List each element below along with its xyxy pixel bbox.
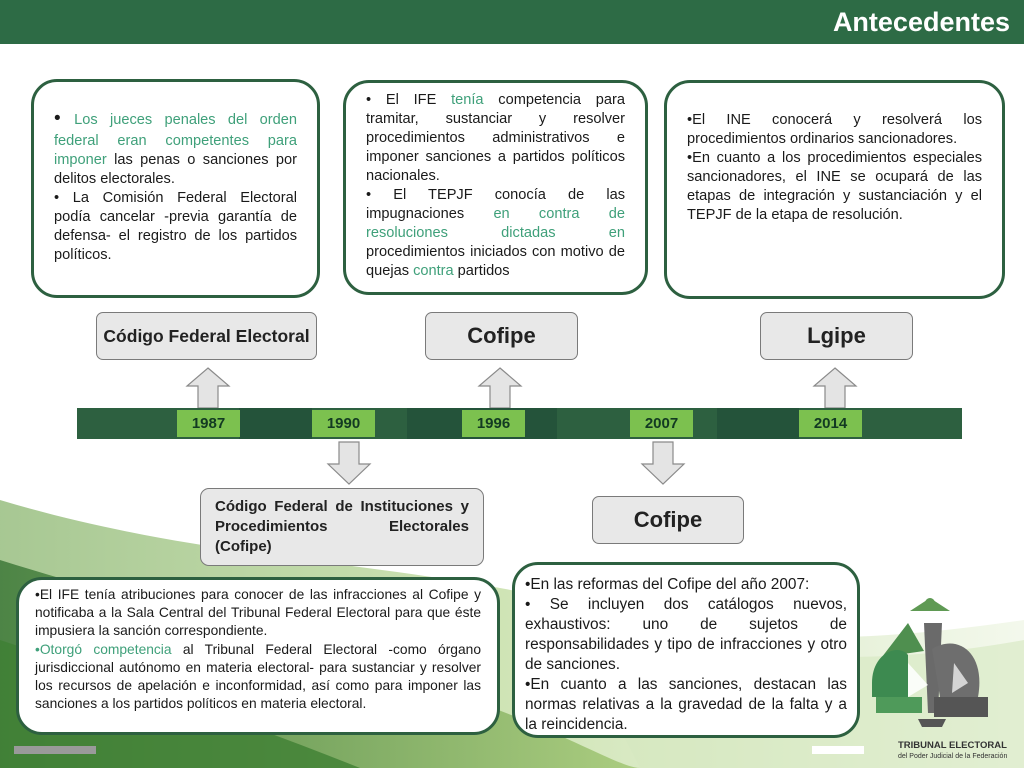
reform-paragraph-1: •En las reformas del Cofipe del año 2007: <box>525 576 810 593</box>
logo-title: TRIBUNAL ELECTORAL <box>898 740 1007 751</box>
arrow-down-2007-icon <box>640 440 686 486</box>
footer-bar-left <box>14 746 96 754</box>
ife-text: • El TEPJF conocía de las impugnaciones <box>366 186 625 222</box>
law-label: Cofipe <box>633 507 703 532</box>
year-badge-1987: 1987 <box>177 410 240 437</box>
ife-highlight: tenía <box>451 92 484 108</box>
penal-text: las penas o sanciones por delitos electorales. <box>54 151 297 187</box>
bubble-reform-2007 <box>512 562 860 738</box>
law-label: Cofipe <box>467 323 536 348</box>
arrow-down-1990-icon <box>326 440 372 486</box>
law-label: Código Federal Electoral <box>103 325 310 346</box>
ife-text: procedimientos iniciados con motivo de quejas <box>366 243 625 279</box>
penal-highlight: Los jueces penales del orden federal eran competentes para imponer <box>54 112 297 168</box>
ife1990-paragraph-2 <box>35 641 481 714</box>
law-box-cofipe-1996 <box>425 312 578 360</box>
reform-paragraph-2: • Se incluyen dos catálogos nuevos, exhaustivos: uno de sujetos de responsabilidades y tipo de infracciones y otro de sanciones. <box>525 596 847 674</box>
law-label: Lgipe <box>807 323 866 348</box>
bubble-penal-judges <box>31 79 320 298</box>
year-badge-1990: 1990 <box>312 410 375 437</box>
bubble-ife-1990 <box>16 577 500 735</box>
timeline-segment <box>239 408 312 439</box>
ife1990-paragraph-1: •El IFE tenía atribuciones para conocer de las infracciones al Cofipe y notificaba a la Sala Central del Tribunal Federal Electoral para que éste impusiera la sanción correspondiente. <box>35 587 481 639</box>
law-box-codigo-federal-electoral <box>96 312 317 360</box>
year-badge-2007: 2007 <box>630 410 693 437</box>
ife-highlight: contra <box>413 262 454 279</box>
reform-paragraph-3: •En cuanto a las sanciones, destacan las normas relativas a la gravedad de la falta y a la reincidencia. <box>525 676 847 734</box>
bubble-ine-procedures <box>664 80 1005 299</box>
timeline-segment <box>717 408 799 439</box>
arrow-up-1996-icon <box>477 366 523 410</box>
law-label: Código Federal de Instituciones y Procedimientos Electorales (Cofipe) <box>215 498 469 555</box>
ine-paragraph-1: •El INE conocerá y resolverá los procedimientos ordinarios sancionadores. <box>687 112 982 147</box>
arrow-up-1987-icon <box>185 366 231 410</box>
header-bar <box>0 0 1024 44</box>
year-badge-1996: 1996 <box>462 410 525 437</box>
law-box-lgipe <box>760 312 913 360</box>
penal-paragraph-2: • La Comisión Federal Electoral podía cancelar -previa garantía de defensa- el registro de los partidos políticos. <box>54 189 297 263</box>
penal-paragraph-1 <box>54 107 297 189</box>
bubble-ife-competence <box>343 80 648 295</box>
bullet: • <box>54 108 75 129</box>
year-badge-2014: 2014 <box>799 410 862 437</box>
ife-paragraph-2 <box>366 186 625 281</box>
ife1990-text: al Tribunal Federal Electoral -como órgano jurisdiccional autónomo en materia electoral- para sustanciar y resolver los recursos de apelación e inconformidad, así como para imponer las sanciones a los partidos políticos en materia electoral. <box>35 641 482 712</box>
ife-highlight: en contra de resoluciones dictadas en <box>366 205 625 241</box>
law-box-cofipe-1990 <box>200 488 484 566</box>
footer-bar-right <box>812 746 864 754</box>
law-box-cofipe-2007 <box>592 496 744 544</box>
ife1990-highlight: •Otorgó competencia <box>35 641 172 657</box>
logo-subtitle: del Poder Judicial de la Federación <box>898 753 1008 760</box>
ife-text: • El IFE <box>366 92 452 108</box>
ine-paragraph-2: •En cuanto a los procedimientos especiales sancionadores, el INE se ocupará de las etapas de integración y sustanciación y el TEPJF de la etapa de resolución. <box>687 149 982 223</box>
ife-text: competencia para tramitar, sustanciar y resolver procedimientos administrativos e imponer sanciones a partidos políticos nacionales. <box>366 92 625 184</box>
arrow-up-2014-icon <box>812 366 858 410</box>
ife-text: partidos <box>453 262 510 279</box>
ife-paragraph-1 <box>366 91 625 186</box>
page-title: Antecedentes <box>832 7 1010 37</box>
